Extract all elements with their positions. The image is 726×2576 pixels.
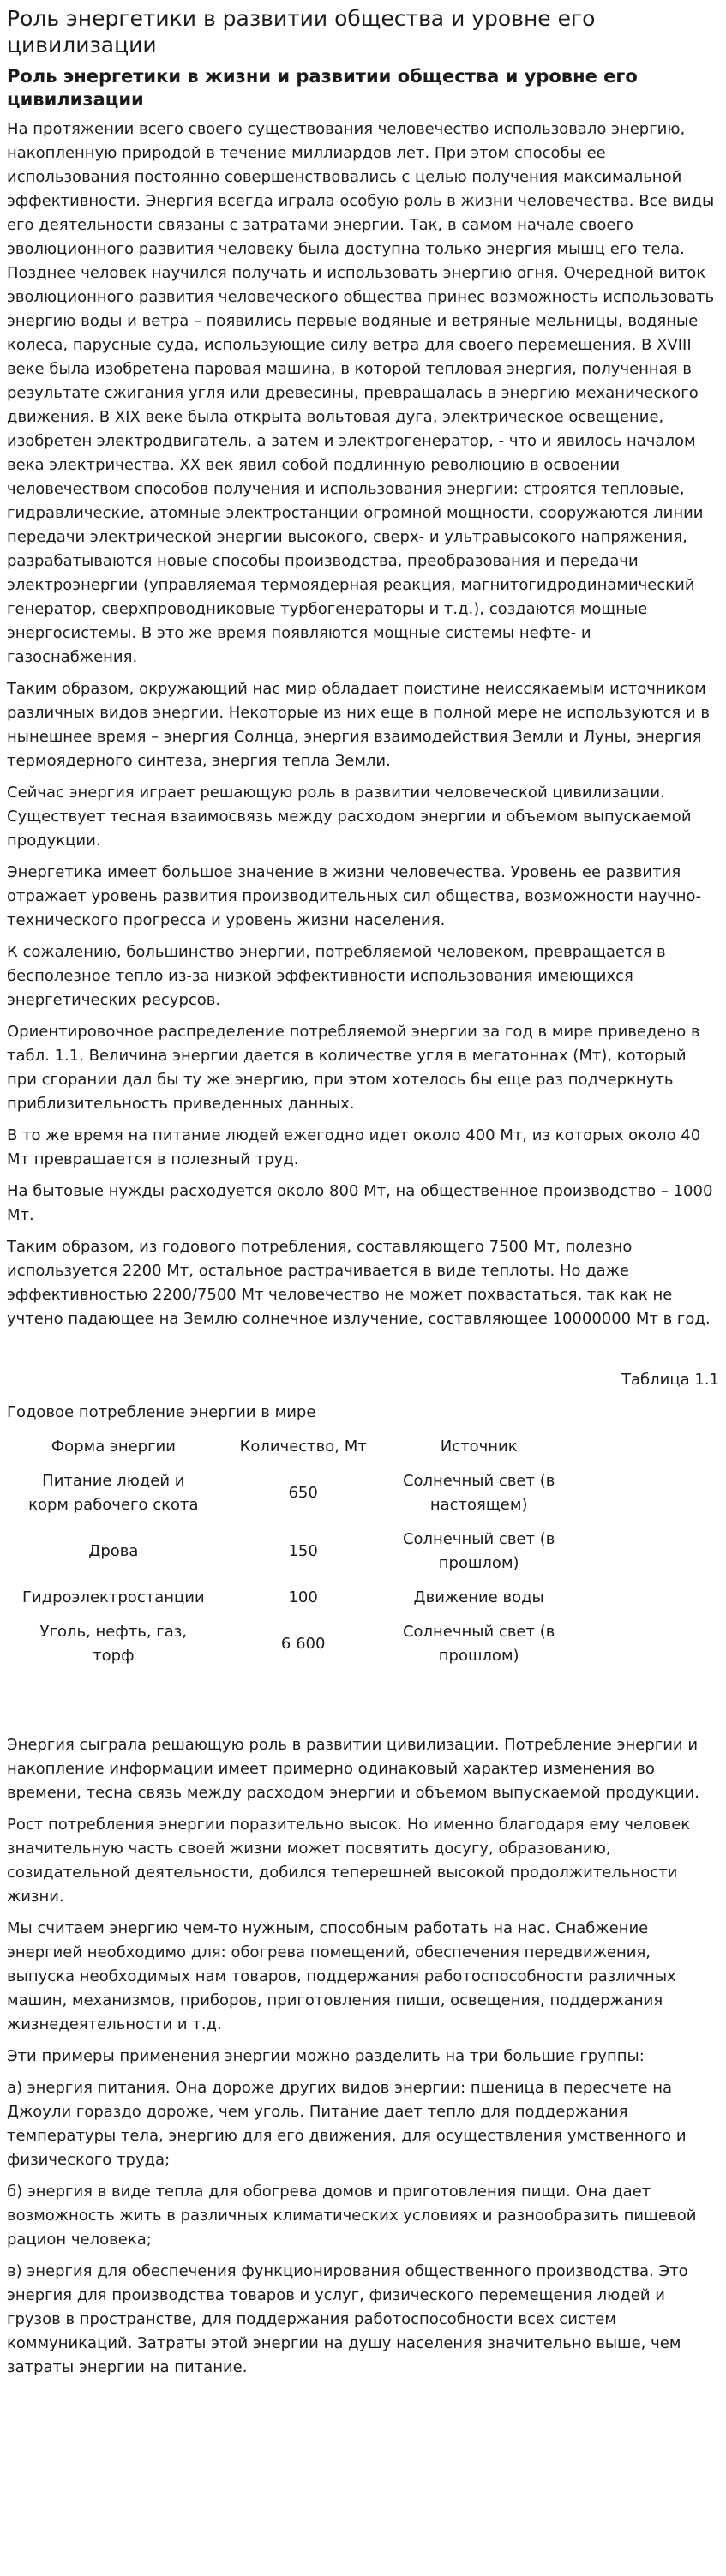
list-item: в) энергия для обеспечения функционирования общественного производства. Это энергия для производства товаров и услуг, физического перемещения людей и грузов в пространстве, для поддержания работоспособности всех систем коммуникаций. Затраты этой энергии на душу населения значительно выше, чем затраты энергии на питание. xyxy=(7,2262,688,2376)
table-row xyxy=(14,1615,565,1673)
table-row xyxy=(14,1522,565,1581)
paragraph: К сожалению, большинство энергии, потребляемой человеком, превращается в бесполезное тепло из-за низкой эффективности использования имеющихся энергетических ресурсов. xyxy=(7,943,666,1009)
cell-energy-form: Гидроэлектростанции xyxy=(22,1588,205,1606)
list-item: а) энергия питания. Она дороже других видов энергии: пшеница в пересчете на Джоули гораздо дороже, чем уголь. Питание дает тепло для поддержания температуры тела, энергию для его движения, для осуществления умственного и физического труда; xyxy=(7,2079,687,2169)
cell-amount: 650 xyxy=(288,1484,318,1502)
cell-energy-form: Питание людей и корм рабочего скота xyxy=(28,1472,199,1514)
spacer xyxy=(7,1339,719,1368)
paragraph: Мы считаем энергию чем-то нужным, способным работать на нас. Снабжение энергией необходимо для: обогрева помещений, обеспечения передвижения, выпуска необходимых нам товаров, поддержания работоспособности различных машин, механизмов, приборов, приготовления пищи, освещения, поддержания жизнедеятельности и т.д. xyxy=(7,1919,676,2033)
cell-amount: 6 600 xyxy=(280,1635,326,1653)
energy-consumption-table xyxy=(14,1430,565,1673)
closing-section xyxy=(7,1733,719,2380)
cell-source: Солнечный свет (в настоящем) xyxy=(402,1472,555,1514)
column-header-source: Источник xyxy=(440,1438,518,1456)
paragraph: Энергетика имеет большое значение в жизни человечества. Уровень ее развития отражает уровень развития производительных сил общества, возможности научно-технического прогресса и уровень жизни населения. xyxy=(7,863,702,929)
paragraph: Таким образом, из годового потребления, составляющего 7500 Мт, полезно используется 2200 Мт, остальное растрачивается в виде теплоты. Но даже эффективностью 2200/7500 Мт человечество не может похвастаться, так как не учтено падающее на Землю солнечное излучение, составляющее 10000000 Мт в год. xyxy=(7,1238,711,1328)
table-section xyxy=(7,1368,719,1673)
cell-source: Движение воды xyxy=(413,1588,544,1606)
intro-section xyxy=(7,117,719,1331)
paragraph: На бытовые нужды расходуется около 800 Мт, на общественное производство – 1000 Мт. xyxy=(7,1182,713,1224)
cell-source: Солнечный свет (в прошлом) xyxy=(402,1623,555,1665)
table-title: Годовое потребление энергии в мире xyxy=(7,1403,316,1421)
paragraph: Энергия сыграла решающую роль в развитии цивилизации. Потребление энергии и накопление информации имеет примерно одинаковый характер изменения во времени, тесна связь между расходом энергии и объемом выпускаемой продукции. xyxy=(7,1736,699,1802)
paragraph: Рост потребления энергии поразительно высок. Но именно благодаря ему человек значительную часть своей жизни может посвятить досугу, образованию, созидательной деятельности, добился теперешней высокой продолжительности жизни. xyxy=(7,1816,691,1906)
page-title: Роль энергетики в развитии общества и уровне его цивилизации xyxy=(7,6,596,57)
spacer xyxy=(7,1673,719,1733)
cell-amount: 150 xyxy=(288,1542,318,1560)
cell-energy-form: Уголь, нефть, газ, торф xyxy=(39,1623,188,1665)
paragraph: В то же время на питание людей ежегодно идет около 400 Мт, из которых около 40 Мт превращается в полезный труд. xyxy=(7,1126,701,1168)
paragraph: Эти примеры применения энергии можно разделить на три большие группы: xyxy=(7,2047,645,2065)
document-heading: Роль энергетики в жизни и развитии общества и уровне его цивилизации xyxy=(7,66,638,110)
cell-amount: 100 xyxy=(288,1588,318,1606)
table-header-row xyxy=(14,1430,565,1464)
table-row xyxy=(14,1464,565,1522)
column-header-energy-form: Форма энергии xyxy=(51,1438,176,1456)
table-caption: Таблица 1.1 xyxy=(621,1371,719,1389)
paragraph: Таким образом, окружающий нас мир обладает поистине неиссякаемым источником различных видов энергии. Некоторые из них еще в полной мере не используются и в нынешнее время – энергия Солнца, энергия взаимодействия Земли и Луны, энергия термоядерного синтеза, энергия тепла Земли. xyxy=(7,680,710,770)
cell-energy-form: Дрова xyxy=(88,1542,139,1560)
cell-source: Солнечный свет (в прошлом) xyxy=(402,1530,555,1572)
paragraph: Сейчас энергия играет решающую роль в развитии человеческой цивилизации. Существует тесная взаимосвязь между расходом энергии и объемом выпускаемой продукции. xyxy=(7,784,692,850)
column-header-amount: Количество, Мт xyxy=(239,1438,367,1456)
paragraph: На протяжении всего своего существования человечество использовало энергию, накопленную природой в течение миллиардов лет. При этом способы ее использования постоянно совершенствовались с целью получения максимальной эффективности. Энергия всегда играла особую роль в жизни человечества. Все виды его деятельности связаны с затратами энергии. Так, в самом начале своего эволюционного развития человеку была доступна только энергия мышц его тела. Позднее человек научился получать и использовать энергию огня. Очередной виток эволюционного развития человеческого общества принес возможность использовать энергию воды и ветра – появились первые водяные и ветряные мельницы, водяные колеса, парусные суда, использующие силу ветра для своего перемещения. В XVIII веке была изобретена паровая машина, в которой тепловая энергия, полученная в результате сжигания угля или древесины, превращалась в энергию механического движения. В XIX веке была открыта вольтовая дуга, электрическое освещение, изобретен электродвигатель, а затем и электрогенератор, - что и явилось началом века электричества. XX век явил собой подлинную революцию в освоении человечеством способов получения и использования энергии: строятся тепловые, гидравлические, атомные электростанции огромной мощности, сооружаются линии передачи электрической энергии высокого, сверх- и ультравысокого напряжения, разрабатываются новые способы производства, преобразования и передачи электроэнергии (управляемая термоядерная реакция, магнитогидродинамический генератор, сверхпроводниковые турбогенераторы и т.д.), создаются мощные энергосистемы. В это же время появляются мощные системы нефте- и газоснабжения. xyxy=(7,120,715,666)
list-item: б) энергия в виде тепла для обогрева домов и приготовления пищи. Она дает возможность жить в различных климатических условиях и разнообразить пищевой рацион человека; xyxy=(7,2183,697,2249)
table-row xyxy=(14,1581,565,1615)
paragraph: Ориентировочное распределение потребляемой энергии за год в мире приведено в табл. 1.1. Величина энергии дается в количестве угля в мегатоннах (Мт), который при сгорании дал бы ту же энергию, при этом хотелось бы еще раз подчеркнуть приблизительность приведенных данных. xyxy=(7,1023,700,1113)
